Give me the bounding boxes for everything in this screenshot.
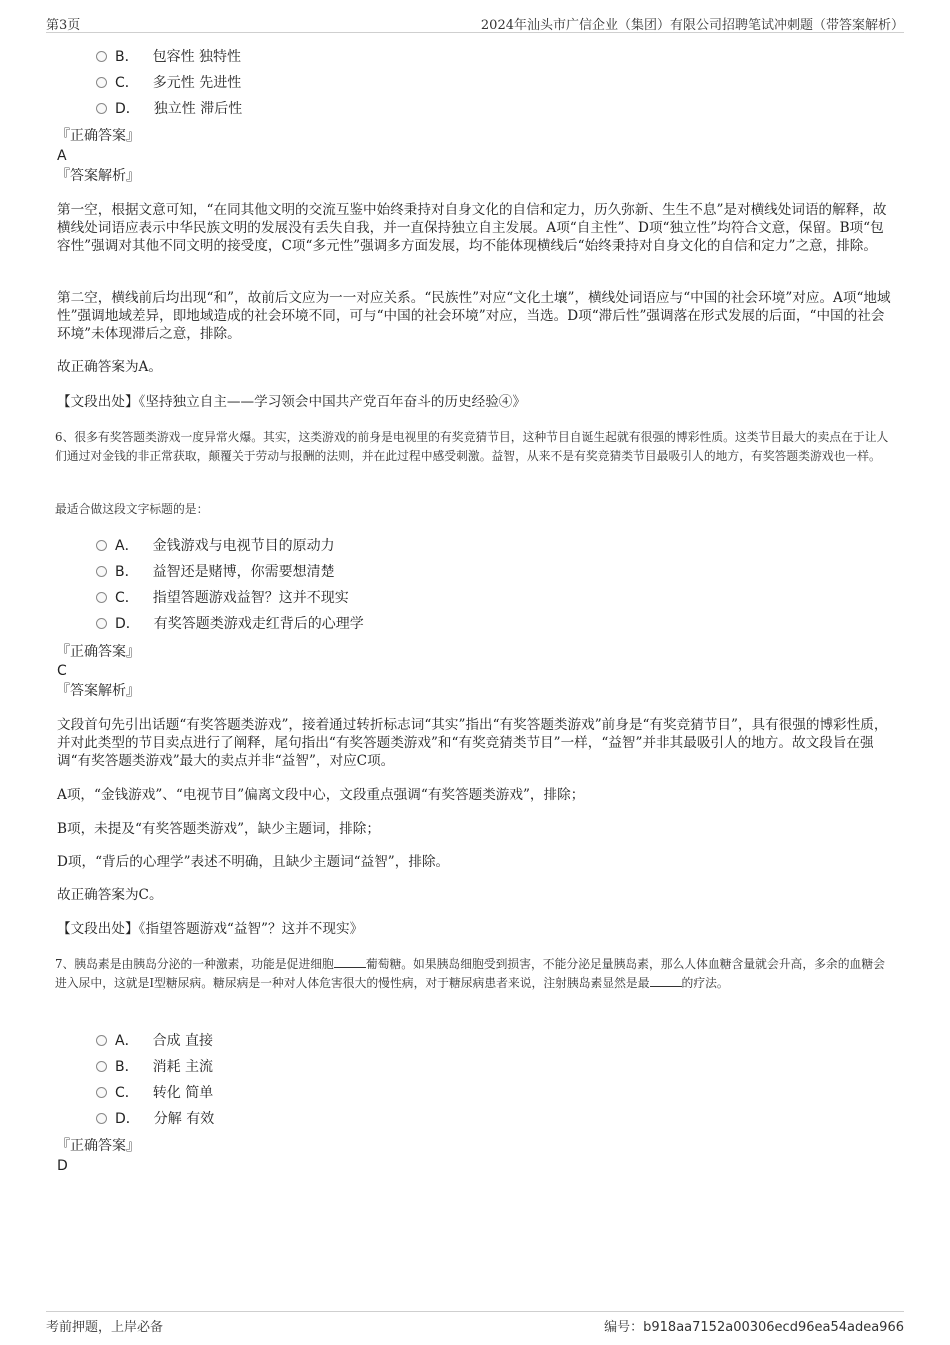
q7-stem: 7、胰岛素是由胰岛分泌的一种激素，功能是促进细胞 葡萄糖。如果胰岛细胞受到损害，不能分泌足量胰岛素，那么人体血糖含量就会升高，多余的血糖会进入尿中，这就是I型糖尿病。糖尿病是一种对人体危害很大的慢性病，对于糖尿病患者来说，注射胰岛素显然是最 的疗法。: [55, 957, 885, 990]
q6-answer-label: 『正确答案』: [56, 644, 140, 660]
q6-answer: C: [57, 663, 67, 679]
q6-stem: 6、很多有奖答题类游戏一度异常火爆。其实，这类游戏的前身是电视里的有奖竞猜节目，这种节目自诞生起就有很强的博彩性质。这类节目最大的卖点在于让人们通过对金钱的非正常获取，颠覆关于劳动与报酬的法则，并在此过程中感受刺激。益智，从来不是有奖竞猜类节目最吸引人的地方，有奖答题类游戏也一样。: [55, 430, 889, 463]
q7-option-d[interactable]: D． 分解 有效: [96, 1110, 214, 1128]
radio-icon[interactable]: [96, 1035, 107, 1046]
q7-option-b[interactable]: B． 消耗 主流: [96, 1058, 213, 1076]
q7-option-c[interactable]: C． 转化 简单: [96, 1084, 213, 1102]
q5-analysis-label: 『答案解析』: [56, 168, 140, 184]
footer-slogan: 考前押题，上岸必备: [46, 1320, 164, 1335]
page-header: [46, 14, 904, 33]
q6-option-d[interactable]: D． 有奖答题类游戏走红背后的心理学: [96, 615, 364, 633]
q6-conclusion: 故正确答案为C。: [57, 887, 163, 903]
q6-option-b[interactable]: B． 益智还是赌博，你需要想清楚: [96, 563, 335, 581]
radio-icon[interactable]: [96, 51, 107, 62]
q6-analysis-line-a: A项，“金钱游戏”、“电视节目”偏离文段中心，文段重点强调“有奖答题类游戏”，排除；: [57, 787, 585, 803]
q5-answer-label: 『正确答案』: [56, 128, 140, 144]
q5-source: 【文段出处】《坚持独立自主——学习领会中国共产党百年奋斗的历史经验④》: [57, 394, 526, 410]
q6-option-c[interactable]: C． 指望答题游戏益智？这并不现实: [96, 589, 349, 607]
q5-analysis-para1: 第一空，根据文意可知，“在同其他文明的交流互鉴中始终秉持对自身文化的自信和定力，历久弥新、生生不息”是对横线处词语的解释，故横线处词语应表示中华民族文明的发展没有丢失自我，并一直保持独立自主发展。A项“自主性”、D项“独立性”均符合文意，保留。B项“包容性”强调对其他不同文明的接受度，C项“多元性”强调多方面发展，均不能体现横线后“始终秉持对自身文化的自信和定力”之意，排除。: [57, 202, 887, 254]
q6-prompt: 最适合做这段文字标题的是：: [55, 502, 209, 516]
footer-code: 编号：b918aa7152a00306ecd96ea54adea966: [604, 1320, 904, 1335]
radio-icon[interactable]: [96, 592, 107, 603]
q6-analysis-line-b: B项，未提及“有奖答题类游戏”，缺少主题词，排除；: [57, 821, 380, 837]
q6-analysis-line-d: D项，“背后的心理学”表述不明确，且缺少主题词“益智”，排除。: [57, 854, 450, 870]
radio-icon[interactable]: [96, 77, 107, 88]
q6-source: 【文段出处】《指望答题游戏“益智”？这并不现实》: [57, 921, 364, 937]
q6-analysis-para1: 文段首句先引出话题“有奖答题类游戏”，接着通过转折标志词“其实”指出“有奖答题类游戏”前身是“有奖竞猜节目”，具有很强的博彩性质，并对此类型的节目卖点进行了阐释，尾句指出“有奖答题类游戏”和“有奖竞猜类节目”一样，“益智”并非其最吸引人的地方。故文段旨在强调“有奖答题类游戏”最大的卖点并非“益智”，对应C项。: [57, 717, 888, 769]
document-title: 2024年汕头市广信企业（集团）有限公司招聘笔试冲刺题（带答案解析）: [480, 18, 904, 33]
q7-option-a[interactable]: A． 合成 直接: [96, 1032, 213, 1050]
page-footer: [46, 1311, 904, 1334]
q5-conclusion: 故正确答案为A。: [57, 359, 162, 375]
radio-icon[interactable]: [96, 540, 107, 551]
radio-icon[interactable]: [96, 103, 107, 114]
radio-icon[interactable]: [96, 618, 107, 629]
radio-icon[interactable]: [96, 1087, 107, 1098]
q7-answer: D: [57, 1158, 68, 1174]
q6-analysis-label: 『答案解析』: [56, 683, 140, 699]
q6-option-a[interactable]: A． 金钱游戏与电视节目的原动力: [96, 537, 335, 555]
q5-answer: A: [57, 148, 67, 164]
q5-option-b[interactable]: B． 包容性 独特性: [96, 48, 241, 66]
page-number: 第3页: [46, 18, 81, 33]
q5-option-c[interactable]: C． 多元性 先进性: [96, 74, 241, 92]
radio-icon[interactable]: [96, 1113, 107, 1124]
radio-icon[interactable]: [96, 1061, 107, 1072]
q5-option-d[interactable]: D． 独立性 滞后性: [96, 100, 242, 118]
fill-blank: [334, 956, 366, 968]
q7-answer-label: 『正确答案』: [56, 1138, 140, 1154]
radio-icon[interactable]: [96, 566, 107, 577]
fill-blank: [650, 975, 682, 987]
q5-analysis-para2: 第二空，横线前后均出现“和”，故前后文应为一一对应关系。“民族性”对应“文化土壤”，横线处词语应与“中国的社会环境”对应。A项“地域性”强调地域差异，即地域造成的社会环境不同，可与“中国的社会环境”对应，当选。D项“滞后性”强调落在形式发展的后面，“中国的社会环境”未体现滞后之意，排除。: [57, 290, 891, 342]
